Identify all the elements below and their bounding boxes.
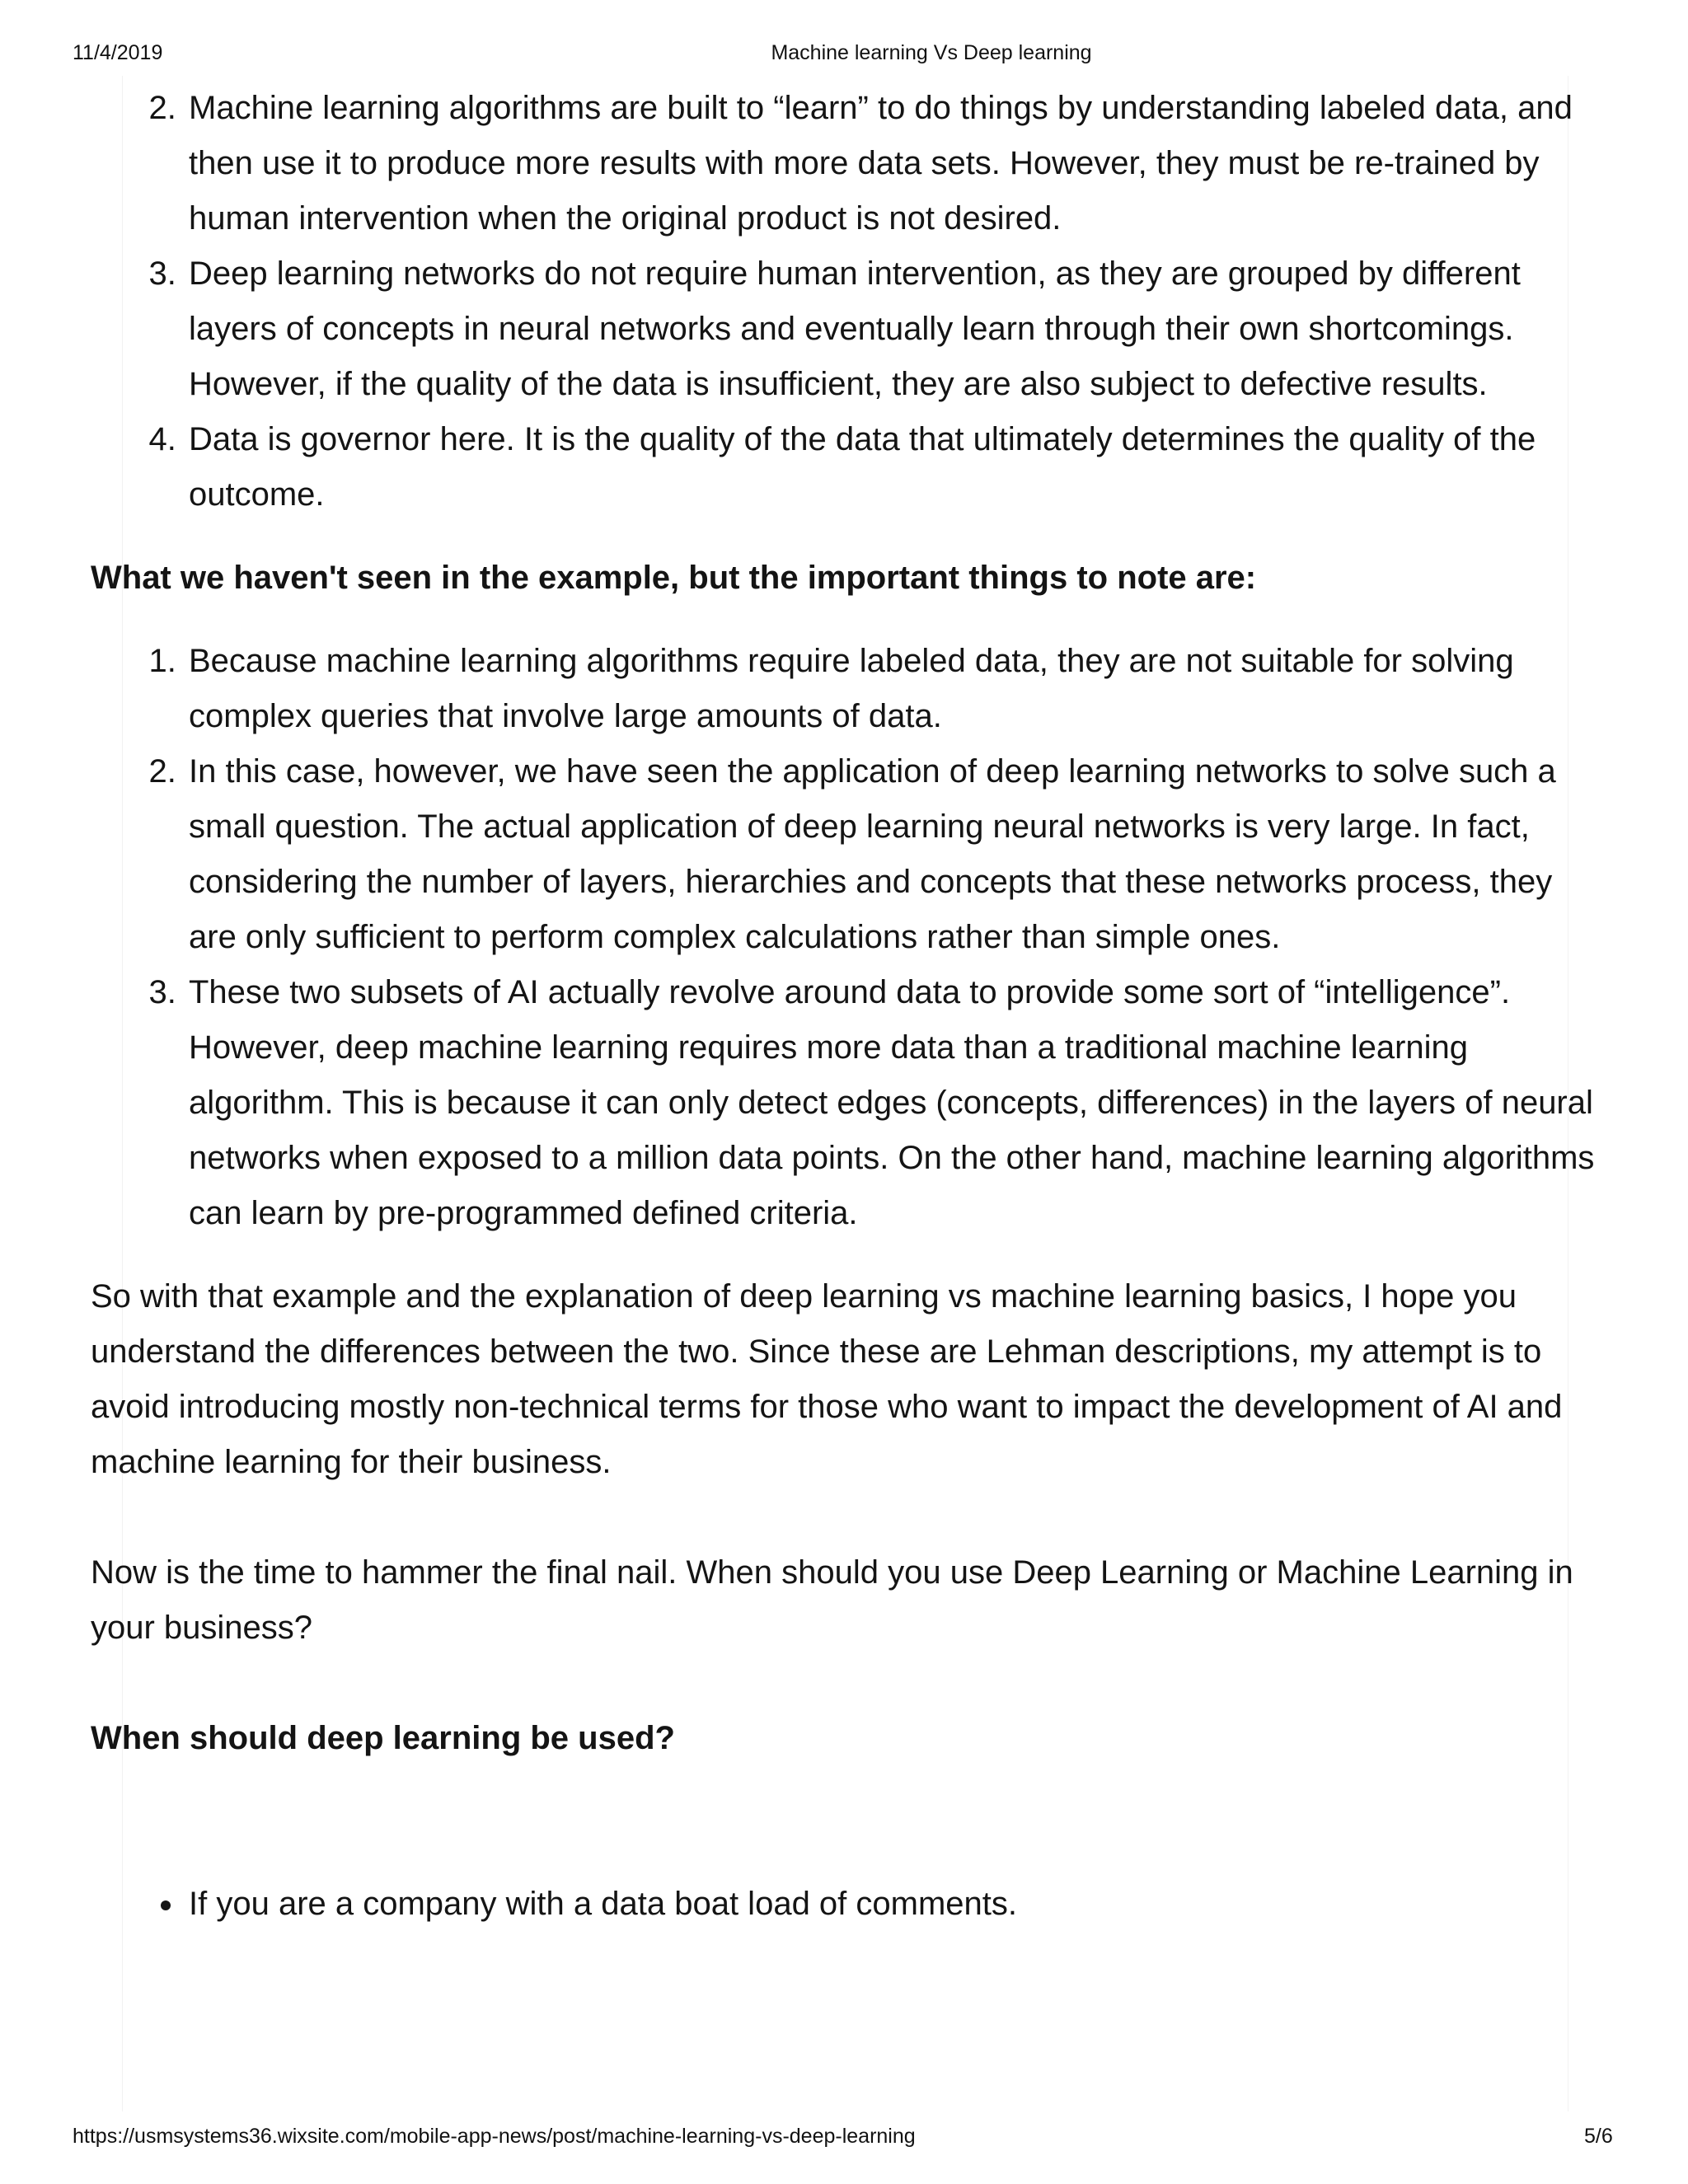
when-heading: When should deep learning be used?	[91, 1720, 675, 1756]
print-url: https://usmsystems36.wixsite.com/mobile-app-news/post/machine-learning-vs-deep-learning	[73, 2125, 916, 2148]
when-bullets	[91, 1877, 1599, 1932]
list-item: 3. Deep learning networks do not require human intervention, as they are grouped by different layers of concepts in neural networks and eventually learn through their own shortcomings. However, if the quality of the data is insufficient, they are also subject to defective results.	[185, 246, 1599, 412]
list-item: • If you are a company with a data boat load of comments.	[185, 1877, 1599, 1932]
summary-paragraph: So with that example and the explanation of deep learning vs machine learning basics, I hope you understand the differences between the two. Since these are Lehman descriptions, my attempt is to avoid introducing mostly non-technical terms for those who want to impact the development of AI and machine learning for their business.	[91, 1278, 1563, 1480]
print-title: Machine learning Vs Deep learning	[771, 41, 1092, 64]
list-item: 1. Because machine learning algorithms require labeled data, they are not suitable for solving complex queries that involve large amounts of data.	[185, 634, 1599, 744]
print-header	[0, 41, 1688, 71]
list-item: 2. In this case, however, we have seen the application of deep learning networks to solve such a small question. The actual application of deep learning neural networks is very large. In fact, considering the number of layers, hierarchies and concepts that these networks process, they are only sufficient to perform complex calculations rather than simple ones.	[185, 744, 1599, 965]
list-item: 2. Machine learning algorithms are built to “learn” to do things by understanding labeled data, and then use it to produce more results with more data sets. However, they must be re-trained by human intervention when the original product is not desired.	[185, 81, 1599, 246]
transition-paragraph: Now is the time to hammer the final nail. When should you use Deep Learning or Machine Learning in your business?	[91, 1554, 1573, 1646]
first-list	[91, 81, 1599, 523]
list-item: 4. Data is governor here. It is the quality of the data that ultimately determines the quality of the outcome.	[185, 412, 1599, 523]
notes-list	[91, 634, 1599, 1241]
print-date: 11/4/2019	[73, 41, 163, 64]
notes-heading: What we haven't seen in the example, but the important things to note are:	[91, 560, 1257, 596]
page-number: 5/6	[1584, 2125, 1613, 2148]
list-item: 3. These two subsets of AI actually revolve around data to provide some sort of “intelligence”. However, deep machine learning requires more data than a traditional machine learning algorithm. This is because it can only detect edges (concepts, differences) in the layers of neural networks when exposed to a million data points. On the other hand, machine learning algorithms can learn by pre-programmed defined criteria.	[185, 965, 1599, 1241]
article-body	[91, 81, 1599, 1932]
